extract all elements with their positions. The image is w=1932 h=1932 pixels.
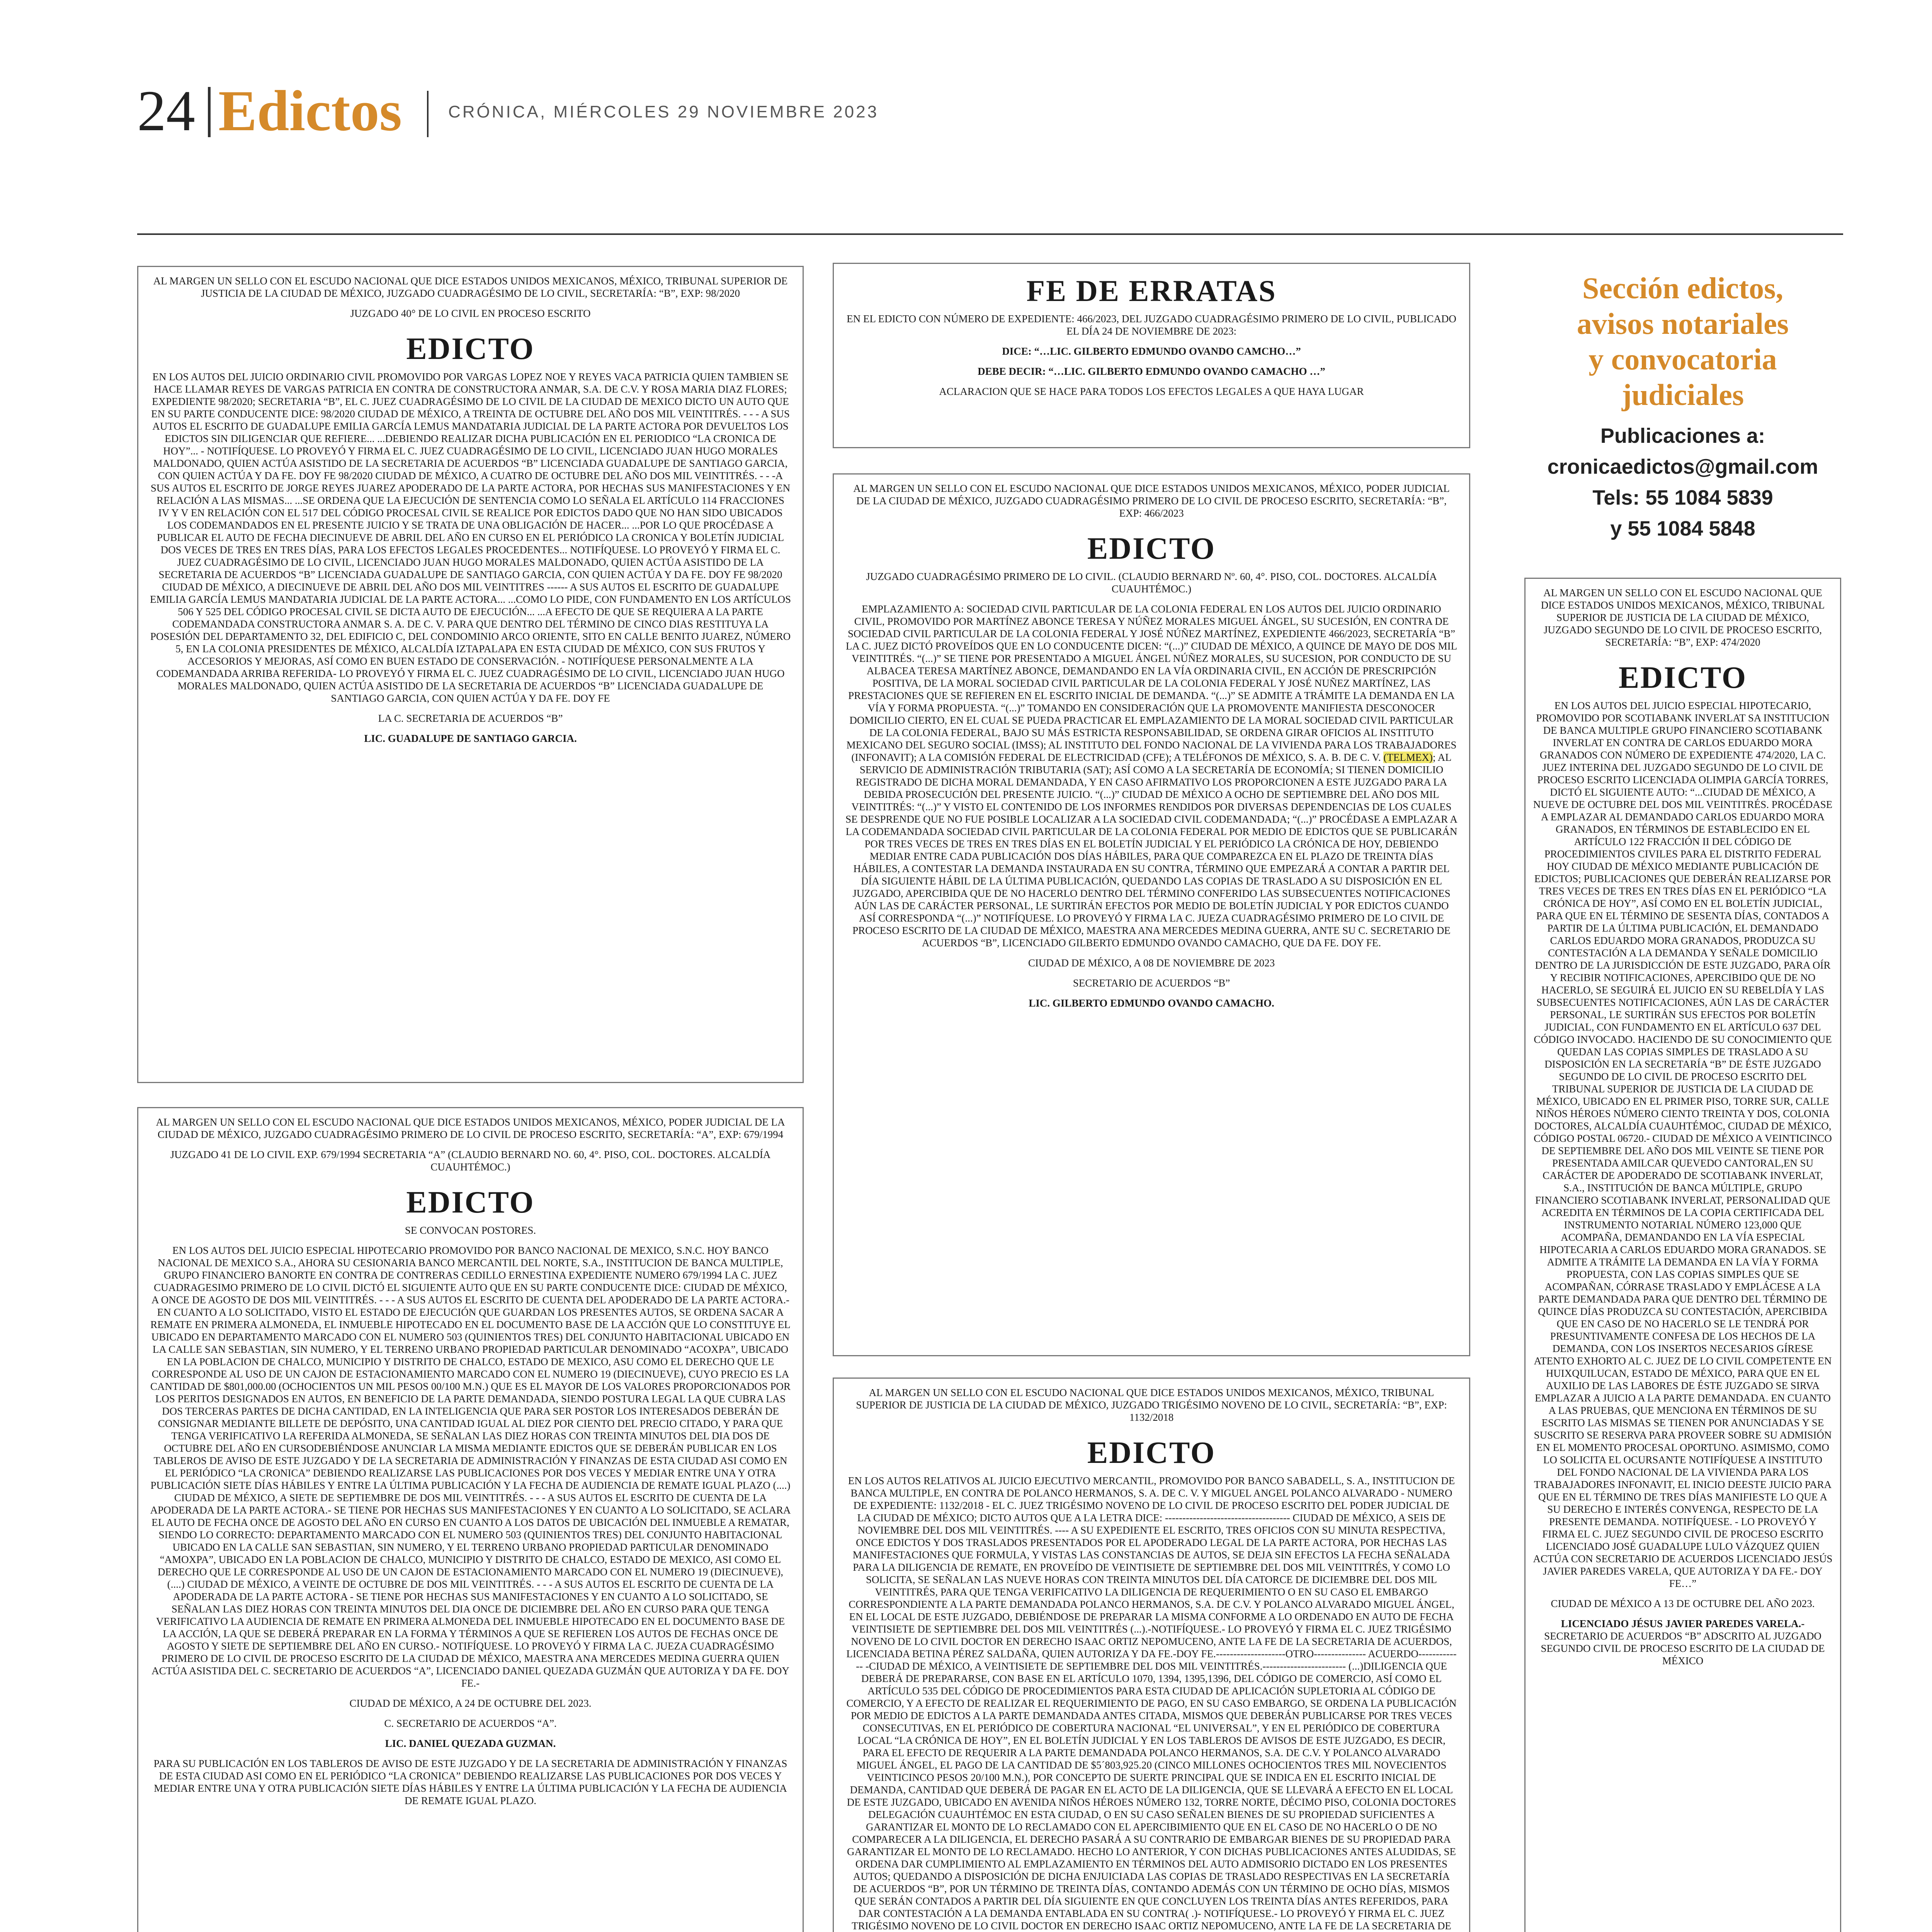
erratas-intro: EN EL EDICTO CON NÚMERO DE EXPEDIENTE: 466/2023, DEL JUZGADO CUADRAGÉSIMO PRIMERO DE LO CIVIL, PUBLICADO EL DÍA 24 DE NOVIEMBRE DE 2023: (847, 313, 1456, 337)
edict-date: CIUDAD DE MÉXICO, A 08 DE NOVIEMBRE DE 2023 (1028, 957, 1275, 969)
header-divider (427, 91, 429, 137)
edict-subtitle: SE CONVOCAN POSTORES. (405, 1225, 536, 1236)
promo-heading-line: y convocatoria (1588, 342, 1777, 376)
fe-de-erratas (833, 263, 1470, 448)
date-line: CRÓNICA, MIÉRCOLES 29 NOVIEMBRE 2023 (448, 102, 879, 121)
promo-heading-line: judiciales (1621, 378, 1744, 412)
edict-679-1994 (137, 1107, 804, 1932)
edict-intro: AL MARGEN UN SELLO CON EL ESCUDO NACIONAL QUE DICE ESTADOS UNIDOS MEXICANOS, MÉXICO, PODER JUDICIAL DE LA CIUDAD DE MÉXICO, JUZGADO CUADRAGÉSIMO PRIMERO DE LO CIVIL DE PROCESO ESCRITO, SECRETARÍA: “A”, EXP: 679/1994 (156, 1116, 785, 1140)
edict-signature: LIC. GUADALUPE DE SANTIAGO GARCIA. (364, 733, 577, 744)
edict-signature: LIC. GILBERTO EDMUNDO OVANDO CAMACHO. (1029, 997, 1274, 1009)
promo-publish-label: Publicaciones a: (1600, 424, 1765, 447)
edict-signature: LICENCIADO JÉSUS JAVIER PAREDES VARELA.- (1561, 1618, 1805, 1629)
edict-court: JUZGADO 40° DE LO CIVIL EN PROCESO ESCRITO (350, 308, 591, 319)
edict-court: JUZGADO CUADRAGÉSIMO PRIMERO DE LO CIVIL. (CLAUDIO BERNARD Nº. 60, 4°. PISO, COL. DOCTORES. ALCALDÍA CUAUHTÉMOC.) (866, 571, 1437, 595)
edict-body: EN LOS AUTOS DEL JUICIO ESPECIAL HIPOTECARIO, PROMOVIDO POR SCOTIABANK INVERLAT SA INSTITUCION DE BANCA MULTIPLE GRUPO FINANCIERO SCOTIABANK INVERLAT EN CONTRA DE CARLOS EDUARDO MORA GRANADOS CON NÚMERO DE EXPEDIENTE 474/2020, LA C. JUEZ INTERINA DEL JUZGADO SEGUNDO DE LO CIVIL DE PROCESO ESCRITO LICENCIADA OLIMPIA GARCÍA TORRES, DICTÓ EL SIGUIENTE AUTO: “...CIUDAD DE MÉXICO, A NUEVE DE OCTUBRE DEL DOS MIL VEINTITRÉS. PROCÉDASE A EMPLAZAR AL DEMANDADO CARLOS EDUARDO MORA GRANADOS, EN TÉRMINOS DE ESTABLECIDO EN EL ARTÍCULO 122 FRACCIÓN II DEL CÓDIGO DE PROCEDIMIENTOS CIVILES PARA EL DISTRITO FEDERAL HOY CIUDAD DE MÉXICO MEDIANTE PUBLICACIÓN DE EDICTOS; PUBLICACIONES QUE DEBERÁN REALIZARSE POR TRES VECES DE TRES EN TRES DÍAS EN EL PERIÓDICO “LA CRÓNICA DE HOY”, ASÍ COMO EN EL BOLETÍN JUDICIAL, PARA QUE EN EL TÉRMINO DE SESENTA DÍAS, CONTADOS A PARTIR DE LA ÚLTIMA PUBLICACIÓN, EL DEMANDADO CARLOS EDUARDO MORA GRANADOS, PRODUZCA SU CONTESTACIÓN A LA DEMANDA Y SEÑALE DOMICILIO DENTRO DE LA JURISDICCIÓN DE ESTE JUZGADO, PARA OÍR Y RECIBIR NOTIFICACIONES, APERCIBIDO QUE DE NO HACERLO, SE SEGUIRÁ EL JUICIO EN SU REBELDÍA Y LAS SUBSECUENTES NOTIFICACIONES, AÚN LAS DE CARÁCTER PERSONAL, LE SURTIRÁN SUS EFECTOS POR BOLETÍN JUDICIAL, CON FUNDAMENTO EN EL ARTÍCULO 637 DEL CÓDIGO INVOCADO. HACIENDO DE SU CONOCIMIENTO QUE QUEDAN LAS COPIAS SIMPLES DE TRASLADO A SU DISPOSICIÓN EN LA SECRETARÍA “B” DE ÉSTE JUZGADO SEGUNDO DE LO CIVIL DE PROCESO ESCRITO DEL TRIBUNAL SUPERIOR DE JUSTICIA DE LA CIUDAD DE MÉXICO, UBICADO EN EL PRIMER PISO, TORRE SUR, CALLE NIÑOS HÉROES NÚMERO CIENTO TREINTA Y DOS, COLONIA DOCTORES, ALCALDÍA CUAUHTÉMOC, CIUDAD DE MÉXICO, CÓDIGO POSTAL 06720.- CIUDAD DE MÉXICO A VEINTICINCO DE SEPTIEMBRE DEL AÑO DOS MIL VEINTE SE TIENE POR PRESENTADA AMILCAR QUEVEDO CANTORAL,EN SU CARÁCTER DE APODERADO DE SCOTIABANK INVERLAT, S.A., INSTITUCIÓN DE BANCA MÚLTIPLE, GRUPO FINANCIERO SCOTIABANK INVERLAT, PERSONALIDAD QUE ACREDITA EN TÉRMINOS DE LA COPIA CERTIFICADA DEL INSTRUMENTO NOTARIAL NÚMERO 123,000 QUE ACOMPAÑA, DEMANDANDO EN LA VÍA ESPECIAL HIPOTECARIA A CARLOS EDUARDO MORA GRANADOS. SE ADMITE A TRÁMITE LA DEMANDA EN LA VÍA Y FORMA PROPUESTA, CON LAS COPIAS SIMPLES QUE SE ACOMPAÑAN, CÓRRASE TRASLADO Y EMPLÁCESE A LA PARTE DEMANDADA PARA QUE DENTRO DEL TÉRMINO DE QUINCE DÍAS PRODUZCA SU CONTESTACIÓN, APERCIBIDA QUE EN CASO DE NO HACERLO SE LE TENDRÁ POR PRESUNTIVAMENTE CONFESA DE LOS HECHOS DE LA DEMANDA, CON LOS INSERTOS NECESARIOS GÍRESE ATENTO EXHORTO AL C. JUEZ DE LO CIVIL COMPETENTE EN HUIXQUILUCAN, ESTADO DE MÉXICO, PARA QUE EN EL AUXILIO DE LAS LABORES DE ÉSTE JUZGADO SE SIRVA EMPLAZAR A JUICIO A LA PARTE DEMANDADA. EN CUANTO A LAS PRUEBAS, QUE MENCIONA EN TÉRMINOS DE SU ESCRITO LAS MISMAS SE TIENEN POR ANUNCIADAS Y SE SUSCRITO SE RESERVA PARA PROVEER SOBRE SU ADMISIÓN EN EL MOMENTO PROCESAL OPORTUNO. ASIMISMO, COMO LO SOLICITA EL OCURSANTE NOTIFÍQUESE A INSTITUTO DEL FONDO NACIONAL DE LA VIVIENDA PARA LOS TRABAJADORES INFONAVIT, EL INICIO DEESTE JUICIO PARA QUE EN EL TÉRMINO DE TRES DÍAS MANIFIESTE LO QUE A SU DERECHO E INTERÉS CONVENGA, RESPECTO DE LA PRESENTE DEMANDA. NOTIFÍQUESE. - LO PROVEYÓ Y FIRMA EL C. JUEZ SEGUNDO CIVIL DE PROCESO ESCRITO LICENCIADO JOSÉ GUADALUPE LULO VÁZQUEZ QUIEN ACTÚA CON SECRETARIO DE ACUERDOS LICENCIADO JESÚS JAVIER PAREDES VARELA, QUE AUTORIZA Y DA FE.- DOY FE…” (1533, 700, 1833, 1589)
edict-body: EN LOS AUTOS DEL JUICIO ORDINARIO CIVIL PROMOVIDO POR VARGAS LOPEZ NOE Y REYES VACA PATRICIA QUIEN TAMBIEN SE HACE LLAMAR REYES DE VARGAS PATRICIA EN CONTRA DE CONSTRUCTORA ANMAR, S.A. DE C.V. Y ROSA MARIA DIAZ FLORES; EXPEDIENTE 98/2020; SECRETARIA “B”, EL C. JUEZ CUADRAGÉSIMO DE LO CIVIL DE LA CIUDAD DE MEXICO DICTO UN AUTO QUE EN SU PARTE CONDUCENTE DICE: 98/2020 CIUDAD DE MÉXICO, A TREINTA DE OCTUBRE DEL AÑO DOS MIL VEINTITRÉS. - - - A SUS AUTOS EL ESCRITO DE GUADALUPE EMILIA GARCÍA LEMUS MANDATARIA JUDICIAL DE LA PARTE ACTORA POR DEVUELTOS LOS EDICTOS SIN DILIGENCIAR QUE REFIERE... ...DEBIENDO REALIZAR DICHA PUBLICACIÓN EN EL PERIODICO “LA CRONICA DE HOY”... - NOTIFÍQUESE. LO PROVEYÓ Y FIRMA EL C. JUEZ CUADRAGÉSIMO DE LO CIVIL, LICENCIADO JUAN HUGO MORALES MALDONADO, QUIEN ACTÚA ASISTIDO DE LA SECRETARIA DE ACUERDOS “B” LICENCIADA GUADALUPE DE SANTIAGO GARCIA, CON QUIEN ACTÚA Y DA FE. DOY FE 98/2020 CIUDAD DE MÉXICO, A CUATRO DE OCTUBRE DEL AÑO DOS MIL VEINTITRÉS. - - -A SUS AUTOS EL ESCRITO DE JORGE REYES JUAREZ APODERADO DE LA PARTE ACTORA, POR HECHAS SUS MANIFESTACIONES Y EN RELACIÓN A LAS MISMAS... ...SE ORDENA QUE LA EJECUCIÓN DE SENTENCIA COMO LO SEÑALA EL ARTÍCULO 114 FRACCIONES IV Y V EN RELACIÓN CON EL 517 DEL CÓDIGO PROCESAL CIVIL SE REALICE POR EDICTOS DADO QUE NO HAN SIDO UBICADOS LOS CODEMANDADOS EN EL PRESENTE JUICIO Y SE TRATA DE UNA OBLIGACIÓN DE HACER... ...POR LO QUE PROCÉDASE A PUBLICAR EL AUTO DE FECHA DIECINUEVE DE ABRIL DEL AÑO EN CURSO EN EL PERIÓDICO LA CRONICA Y BOLETÍN JUDICIAL DOS VECES DE TRES EN TRES DÍAS, PARA LOS EFECTOS LEGALES PROCEDENTES... NOTIFÍQUESE. LO PROVEYÓ Y FIRMA EL C. JUEZ CUADRAGÉSIMO DE LO CIVIL, LICENCIADO JUAN HUGO MORALES MALDONADO, QUIEN ACTÚA ASISTIDO DE LA SECRETARIA DE ACUERDOS “B” LICENCIADA GUADALUPE DE SANTIAGO GARCIA, CON QUIEN ACTÚA Y DA FE. DOY FE 98/2020 CIUDAD DE MÉXICO, A DIECINUEVE DE ABRIL DEL AÑO DOS MIL VEINTITRES ------ A SUS AUTOS EL ESCRITO DE GUADALUPE EMILIA GARCÍA LEMUS MANDATARIA JUDICIAL DE LA PARTE ACTORA... ...COMO LO PIDE, CON FUNDAMENTO EN LOS ARTÍCULOS 506 Y 525 DEL CÓDIGO PROCESAL CIVIL SE DICTA AUTO DE EJECUCIÓN... ...A EFECTO DE QUE SE REQUIERA A LA PARTE CODEMANDADA CONSTRUCTORA ANMAR S. A. DE C. V. PARA QUE DENTRO DEL TÉRMINO DE CINCO DIAS RESTITUYA LA POSESIÓN DEL DEPARTAMENTO 32, DEL EDIFICIO C, DEL CONDOMINIO ARCO ORIENTE, SITO EN CALLE BENITO JUAREZ, NÚMERO 5, EN LA COLONIA PRESIDENTES DE MÉXICO, ALCALDÍA IZTAPALAPA EN ESTA CIUDAD DE MÉXICO, CON SUS FRUTOS Y ACCESORIOS Y MEJORAS, ASÍ COMO EN BUEN ESTADO DE CONSERVACIÓN. - NOTIFÍQUESE PERSONALMENTE A LA CODEMANDADA ARRIBA REFERIDA- LO PROVEYÓ Y FIRMA EL C. JUEZ CUADRAGÉSIMO DE LO CIVIL, LICENCIADO JUAN HUGO MORALES MALDONADO, QUIEN ACTÚA ASISTIDO DE LA SECRETARIA DE ACUERDOS “B” LICENCIADA GUADALUPE DE SANTIAGO GARCIA, CON QUIEN ACTÚA Y DA FE. DOY FE (150, 371, 791, 704)
edict-body (845, 603, 1458, 949)
edict-secretary-label: C. SECRETARIO DE ACUERDOS “A”. (384, 1718, 557, 1729)
edict-body-part-2: ; AL SERVICIO DE ADMINISTRACIÓN TRIBUTARIA (SAT); ASÍ COMO A LA SECRETARÍA DE ECONOMÍA; SI TIENEN DOMICILIO REGISTRADO DE DICHA MORAL DEMANDADA, Y EN CASO AFIRMATIVO LOS PROPORCIONEN A ESTE JUZGADO PARA LA DEBIDA PROSECUCIÓN DEL PRESENTE JUICIO. “(...)” CIUDAD DE MÉXICO A OCHO DE SEPTIEMBRE DEL AÑO DOS MIL VEINTITRÉS: “(...)” Y VISTO EL CONTENIDO DE LOS INFORMES RENDIDOS POR DIVERSAS DEPENDENCIAS DE LOS CUALES SE DESPRENDE QUE NO FUE POSIBLE LOCALIZAR A LA SOCIEDAD CIVIL CODEMANDADA; “(...)” PROCÉDASE A EMPLAZAR A LA CODEMANDADA SOCIEDAD CIVIL PARTICULAR DE LA COLONIA FEDERAL POR MEDIO DE EDICTOS QUE SE PUBLICARÁN POR TRES VECES DE TRES EN TRES DÍAS EN EL BOLETÍN JUDICIAL Y EL PERIÓDICO LA CRÓNICA DE HOY, DEBIENDO MEDIAR ENTRE CADA PUBLICACIÓN DOS DÍAS HÁBILES, PARA QUE COMPAREZCA EN EL PLAZO DE TREINTA DÍAS HÁBILES, A CONTESTAR LA DEMANDA INSTAURADA EN SU CONTRA, TÉRMINO QUE EMPEZARÁ A CONTAR A PARTIR DEL DÍA SIGUIENTE HÁBIL DE LA ÚLTIMA PUBLICACIÓN, QUEDANDO LAS COPIAS DE TRASLADO A SU DISPOSICIÓN EN EL JUZGADO, APERCIBIDA QUE DE NO HACERLO DENTRO DEL TÉRMINO CONFERIDO LAS SUBSECUENTES NOTIFICACIONES AÚN LAS DE CARÁCTER PERSONAL, LE SURTIRÁN EFECTOS POR MEDIO DE BOLETÍN JUDICIAL Y POR EDICTOS CUANDO ASÍ CORRESPONDA “(...)” NOTIFÍQUESE. LO PROVEYÓ Y FIRMA LA C. JUEZA CUADRAGÉSIMO PRIMERO DE LO CIVIL DE PROCESO ESCRITO DE LA CIUDAD DE MÉXICO, MAESTRA ANA MERCEDES MEDINA GUERRA, ANTE SU C. SECRETARIO DE ACUERDOS “B”, LICENCIADO GILBERTO EDMUNDO OVANDO CAMACHO, QUE DA FE. DOY FE. (845, 752, 1458, 949)
erratas-closing: ACLARACION QUE SE HACE PARA TODOS LOS EFECTOS LEGALES A QUE HAYA LUGAR (939, 386, 1364, 397)
section-title: Edictos (218, 79, 402, 143)
edict-intro: AL MARGEN UN SELLO CON EL ESCUDO NACIONAL QUE DICE ESTADOS UNIDOS MEXICANOS, MÉXICO, TRIBUNAL SUPERIOR DE JUSTICIA DE LA CIUDAD DE MÉXICO, JUZGADO SEGUNDO DE LO CIVIL DE PROCESO ESCRITO, SECRETARÍA: “B”, EXP: 474/2020 (1541, 587, 1825, 648)
edict-date: CIUDAD DE MÉXICO, A 24 DE OCTUBRE DEL 2023. (349, 1697, 592, 1709)
edict-1132-2018 (833, 1378, 1470, 1932)
edict-court: JUZGADO 41 DE LO CIVIL EXP. 679/1994 SECRETARIA “A” (CLAUDIO BERNARD NO. 60, 4°. PISO, COL. DOCTORES. ALCALDÍA CUAUHTÉMOC.) (170, 1149, 771, 1173)
highlighted-text: (TELMEX) (1383, 752, 1433, 763)
edict-98-2020 (137, 266, 804, 1083)
erratas-title: FE DE ERRATAS (1026, 274, 1277, 308)
promo-phone: y 55 1084 5848 (1610, 517, 1755, 540)
edict-body-part-1: EMPLAZAMIENTO A: SOCIEDAD CIVIL PARTICULAR DE LA COLONIA FEDERAL EN LOS AUTOS DEL JUICIO ORDINARIO CIVIL, PROMOVIDO POR MARTÍNEZ ABONCE TERESA Y NÚÑEZ MORALES MIGUEL ÁNGEL, SU SUCESIÓN, EN CONTRA DE SOCIEDAD CIVIL PARTICULAR DE LA COLONIA FEDERAL Y JOSÉ NÚÑEZ MARTÍNEZ, EXPEDIENTE 466/2023, SECRETARÍA “B” LA C. JUEZ DICTÓ PROVEÍDOS QUE EN LO CONDUCENTE DICEN: “(...)” CIUDAD DE MÉXICO, A QUINCE DE MAYO DE DOS MIL VEINTITRÉS. “(...)” SE TIENE POR PRESENTADO A MIGUEL ÁNGEL NÚÑEZ MORALES, SU SUCESION, POR CONDUCTO DE SU ALBACEA TERESA MARTÍNEZ ABONCE, DEMANDANDO EN LA VÍA ORDINARIA CIVIL, EN ACCIÓN DE PRESCRIPCIÓN POSITIVA, DE LA MORAL SOCIEDAD CIVIL PARTICULAR DE LA COLONIA FEDERAL Y JOSÉ NUÑEZ MARTÍNEZ, LAS PRESTACIONES QUE SE REFIEREN EN EL ESCRITO INICIAL DE DEMANDA. “(...)” SE ADMITE A TRÁMITE LA DEMANDA EN LA VÍA Y FORMA PROPUESTA. “(...)” TOMANDO EN CONSIDERACIÓN QUE LA PROMOVENTE MANIFIESTA DESCONOCER DOMICILIO CIERTO, EN EL CUAL SE PUEDA PRACTICAR EL EMPLAZAMIENTO DE LA MORAL SOCIEDAD CIVIL PARTICULAR DE LA COLONIA FEDERAL, BAJO SU MÁS ESTRICTA RESPONSABILIDAD, SE ORDENA GIRAR OFICIOS AL INSTITUTO MEXICANO DEL SEGURO SOCIAL (IMSS); AL INSTITUTO DEL FONDO NACIONAL DE LA VIVIENDA PARA LOS TRABAJADORES (INFONAVIT); A LA COMISIÓN FEDERAL DE ELECTRICIDAD (CFE); A TELÉFONOS DE MÉXICO, S. A. B. DE C. V. (845, 603, 1458, 763)
edict-secretary-label: SECRETARIO DE ACUERDOS “B” ADSCRITO AL JUZGADO SEGUNDO CIVIL DE PROCESO ESCRITO DE LA CIUDAD DE MÉXICO (1541, 1630, 1825, 1667)
promo-email: cronicaedictos@gmail.com (1547, 455, 1818, 478)
header-rule (137, 233, 1843, 235)
edict-title: EDICTO (1618, 661, 1747, 695)
edict-body: EN LOS AUTOS RELATIVOS AL JUICIO EJECUTIVO MERCANTIL, PROMOVIDO POR BANCO SABADELL, S. A., INSTITUCION DE BANCA MULTIPLE, EN CONTRA DE POLANCO HERMANOS, S. A. DE C. V. Y MIGUEL ANGEL POLANCO ALVARADO - NUMERO DE EXPEDIENTE: 1132/2018 - EL C. JUEZ TRIGÉSIMO NOVENO DE LO CIVIL DE PROCESO ESCRITO DEL PODER JUDICIAL DE LA CIUDAD DE MÉXICO; DICTO AUTOS QUE A LA LETRA DICE: ------------------------------------ CIUDAD DE MÉXICO, A SEIS DE NOVIEMBRE DEL DOS MIL VEINTITRÉS. ---- A SU EXPEDIENTE EL ESCRITO, TRES OFICIOS CON SU MINUTA RESPECTIVA, ONCE EDICTOS Y DOS TRASLADOS PRESENTADOS POR EL APODERADO LEGAL DE LA PARTE ACTORA, POR HECHAS LAS MANIFESTACIONES QUE FORMULA, Y VISTAS LAS CONSTANCIAS DE AUTOS, SE DEJA SIN EFECTOS LA FECHA SEÑALADA PARA LA DILIGENCIA DE REMATE, EN PROVEÍDO DE VEINTISIETE DE SEPTIEMBRE DEL DOS MIL VEINTITRÉS, Y COMO LO SOLICITA, SE SEÑALAN LAS NUEVE HORAS CON TREINTA MINUTOS DEL DÍA CATORCE DE DICIEMBRE DEL DOS MIL VEINTITRÉS, PARA QUE TENGA VERIFICATIVO LA DILIGENCIA DE REQUERIMIENTO O EN SU CASO EL EMBARGO CORRESPONDIENTE A LA PARTE DEMANDADA POLANCO HERMANOS, S.A. DE C.V. Y POLANCO ALVARADO MIGUEL ÁNGEL, EN EL LOCAL DE ESTE JUZGADO, DEBIÉNDOSE DE PREPARAR LA MISMA CONFORME A LO ORDENADO EN AUTO DE FECHA VEINTISIETE DE SEPTIEMBRE DEL DOS MIL VEINTITRÉS (...).-NOTIFÍQUESE.- LO PROVEYÓ Y FIRMA EL C. JUEZ TRIGÉSIMO NOVENO DE LO CIVIL DOCTOR EN DERECHO ISAAC ORTIZ NEPOMUCENO, ANTE LA FE DE LA SECRETARIA DE ACUERDOS, LICENCIADA BETINA PÉREZ SALDAÑA, QUIEN AUTORIZA Y DA FE.-DOY FE.--------------------OTRO--------------- ACUERDO------------- -CIUDAD DE MÉXICO, A VEINTISIETE DE SEPTIEMBRE DEL DOS MIL VEINTITRÉS.------------------------ (...)DILIGENCIA QUE DEBERÁ DE PREPARARSE, CON BASE EN EL ARTÍCULO 1070, 1394, 1395,1396, DEL CÓDIGO DE COMERCIO, ASÍ COMO EL ARTÍCULO 535 DEL CÓDIGO DE PROCEDIMIENTOS PARA ESTA CIUDAD DE APLICACIÓN SUPLETORIA AL CÓDIGO DE COMERCIO, Y A EFECTO DE REALIZAR EL REQUERIMIENTO DE PAGO, EN SU CASO EMBARGO, SE ORDENA LA PUBLICACIÓN POR MEDIO DE EDICTOS A LA PARTE DEMANDADA ANTES CITADA, MISMOS QUE DEBERÁN PUBLICARSE POR TRES VECES CONSECUTIVAS, EN EL PERIÓDICO DE COBERTURA NACIONAL “EL UNIVERSAL”, Y EN EL PERIÓDICO DE COBERTURA LOCAL “LA CRÓNICA DE HOY”, EN EL BOLETÍN JUDICIAL Y EN LOS TABLEROS DE AVISOS DE ESTE JUZGADO, ES DECIR, PARA EL EFECTO DE REQUERIR A LA PARTE DEMANDADA POLANCO HERMANOS, S.A. DE C.V. Y POLANCO ALVARADO MIGUEL ÁNGEL, EL PAGO DE LA CANTIDAD DE $5´803,925.20 (CINCO MILLONES OCHOCIENTOS TRES MIL NOVECIENTOS VEINTICINCO PESOS 20/100 M.N.), POR CONCEPTO DE SUERTE PRINCIPAL QUE SE INDICA EN EL ESCRITO INICIAL DE DEMANDA, CANTIDAD QUE DEBERÁ DE PAGAR EN EL ACTO DE LA DILIGENCIA, QUE SE LLEVARÁ A EFECTO EN EL LOCAL DE ESTE JUZGADO, UBICADO EN AVENIDA NIÑOS HÉROES NÚMERO 132, TORRE NORTE, DÉCIMO PISO, COLONIA DOCTORES DELEGACIÓN CUAUHTÉMOC EN ESTA CIUDAD, O EN SU CASO SEÑALEN BIENES DE SU PROPIEDAD SUFICIENTES A GARANTIZAR EL MONTO DE LO RECLAMADO CON EL APERCIBIMIENTO QUE EN EL CASO DE NO HACERLO O DE NO COMPARECER A LA DILIGENCIA, EL DERECHO PASARÁ A SU CONTRARIO DE EMBARGAR BIENES DE SU PROPIEDAD PARA GARANTIZAR EL MONTO DE LO RECLAMADO. HECHO LO ANTERIOR, Y CON DICHAS PUBLICACIONES ANTES ALUDIDAS, SE ORDENA DAR CUMPLIMIENTO AL EMPLAZAMIENTO EN TÉRMINOS DEL AUTO ADMISORIO DICTADO EN LOS PRESENTES AUTOS; QUEDANDO A DISPOSICIÓN DE DICHA ENJUICIADA LAS COPIAS DE TRASLADO RESPECTIVAS EN LA SECRETARÍA DE ACUERDOS “B”, POR UN TÉRMINO DE TREINTA DÍAS, CONTANDO ADEMÁS CON UN TÉRMINO DE OCHO DÍAS, MISMOS QUE SERÁN CONTADOS A PARTIR DEL DÍA SIGUIENTE EN QUE CONCLUYEN LOS TREINTA DÍAS ANTES REFERIDOS, PARA DAR CONTESTACIÓN A LA DEMANDA ENTABLADA EN SU CONTRA( .)- NOTIFÍQUESE.- LO PROVEYÓ Y FIRMA EL C. JUEZ TRIGÉSIMO NOVENO DE LO CIVIL DOCTOR EN DERECHO ISAAC ORTIZ NEPOMUCENO, ANTE LA FE DE LA SECRETARIA DE (846, 1475, 1457, 1932)
edict-date: CIUDAD DE MÉXICO A 13 DE OCTUBRE DEL AÑO 2023. (1551, 1598, 1815, 1609)
edict-secretary-label: LA C. SECRETARIA DE ACUERDOS “B” (378, 713, 563, 724)
edict-title: EDICTO (1087, 1436, 1216, 1470)
edict-footer: PARA SU PUBLICACIÓN EN LOS TABLEROS DE AVISO DE ESTE JUZGADO Y DE LA SECRETARIA DE ADMINISTRACIÓN Y FINANZAS DE ESTA CIUDAD ASI COMO EN EL PERIÓDICO “LA CRONICA” DEBIENDO REALIZARSE LAS PUBLICACIONES POR DOS VECES Y MEDIAR ENTRE UNA Y OTRA PUBLICACIÓN SIETE DÍAS HÁBILES Y ENTRE LA ÚLTIMA PUBLICACIÓN Y LA FECHA DE AUDIENCIA DE REMATE IGUAL PLAZO. (153, 1758, 787, 1806)
edict-466-2023 (833, 473, 1470, 1356)
edict-intro: AL MARGEN UN SELLO CON EL ESCUDO NACIONAL QUE DICE ESTADOS UNIDOS MEXICANOS, MÉXICO, TRIBUNAL SUPERIOR DE JUSTICIA DE LA CIUDAD DE MÉXICO, JUZGADO CUADRAGÉSIMO DE LO CIVIL, SECRETARÍA: “B”, EXP: 98/2020 (153, 275, 788, 299)
promo-heading-line: avisos notariales (1577, 307, 1789, 340)
edict-secretary-label: SECRETARIO DE ACUERDOS “B” (1073, 977, 1230, 989)
edict-title: EDICTO (406, 1185, 535, 1219)
erratas-dice: DICE: “…LIC. GILBERTO EDMUNDO OVANDO CAMCHO…” (1002, 345, 1301, 357)
edict-title: EDICTO (406, 332, 535, 366)
promo-block (1524, 270, 1841, 544)
page-number: 24 (137, 79, 195, 143)
edict-body: EN LOS AUTOS DEL JUICIO ESPECIAL HIPOTECARIO PROMOVIDO POR BANCO NACIONAL DE MEXICO, S.N.C. HOY BANCO NACIONAL DE MEXICO S.A., AHORA SU CESIONARIA BANCO MERCANTIL DEL NORTE, S.A., INSTITUCION DE BANCA MULTIPLE, GRUPO FINANCIERO BANORTE EN CONTRA DE CONTRERAS CEDILLO ERNESTINA EXPEDIENTE NUMERO 679/1994 LA C. JUEZ CUADRAGESIMO PRIMERO DE LO CIVIL DICTÓ EL SIGUIENTE AUTO QUE EN SU PARTE CONDUCENTE DICE: CIUDAD DE MÉXICO, A ONCE DE AGOSTO DE DOS MIL VEINTITRÉS. - - - A SUS AUTOS EL ESCRITO DE CUENTA DEL APODERADO DE LA PARTE ACTORA.- EN CUANTO A LO SOLICITADO, VISTO EL ESTADO DE EJECUCIÓN QUE GUARDAN LOS PRESENTES AUTOS, SE ORDENA SACAR A REMATE EN PRIMERA ALMONEDA, EL INMUEBLE HIPOTECADO EN EL DOCUMENTO BASE DE LA ACCIÓN QUE LO CONSTITUYE EL UBICADO EN DEPARTAMENTO MARCADO CON EL NUMERO 503 (QUINIENTOS TRES) DEL CONJUNTO HABITACIONAL UBICADO EN LA CALLE SAN SEBASTIAN, SIN NUMERO, Y EL TERRENO URBANO PROPIEDAD PARTICULAR DENOMINADO “ACOXPA”, UBICADO EN LA POBLACION DE CHALCO, MUNICIPIO Y DISTRITO DE CHALCO, ESTADO DE MEXICO, ASU COMO EL DERECHO QUE LE CORRESPONDE AL USO DE UN CAJON DE ESTACIONAMIENTO MARCADO CON EL NUMERO 19 (DIECINUEVE), CUYO PRECIO ES LA CANTIDAD DE $801,000.00 (OCHOCIENTOS UN MIL PESOS 00/100 M.N.) QUE ES EL MAYOR DE LOS VALORES PROPORCIONADOS POR LOS PERITOS DESIGNADOS EN AUTOS, EN BENEFICIO DE LA PARTE DEMANDADA, SIENDO POSTURA LEGAL LA QUE CUBRA LAS DOS TERCERAS PARTES DE DICHA CANTIDAD, EN LA INTELIGENCIA QUE PARA SER POSTOR LOS INTERESADOS DEBERÁN DE CONSIGNAR MEDIANTE BILLETE DE DEPÓSITO, UNA CANTIDAD IGUAL AL DIEZ POR CIENTO DEL PRECIO CITADO, Y PARA QUE TENGA VERIFICATIVO LA REFERIDA ALMONEDA, SE SEÑALAN LAS DIEZ HORAS CON TREINTA MINUTOS DEL DIA DOS DE OCTUBRE DEL AÑO EN CURSODEBIÉNDOSE ANUNCIAR LA MISMA MEDIANTE EDICTOS QUE SE DEBERÁN PUBLICAR EN LOS TABLEROS DE AVISO DE ESTE JUZGADO Y DE LA SECRETARIA DE ADMINISTRACIÓN Y FINANZAS DE ESTA CIUDAD ASI COMO EN EL PERIÓDICO “LA CRONICA” DEBIENDO REALIZARSE LAS PUBLICACIONES POR DOS VECES Y MEDIAR ENTRE UNA Y OTRA PUBLICACIÓN SIETE DÍAS HÁBILES Y ENTRE LA ÚLTIMA PUBLICACIÓN Y LA FECHA DE AUDIENCIA DE REMATE IGUAL PLAZO (....) CIUDAD DE MÉXICO, A SIETE DE SEPTIEMBRE DE DOS MIL VEINTITRÉS. - - - A SUS AUTOS EL ESCRITO DE CUENTA DE LA APODERADA DE LA PARTE ACTORA.- SE TIENE POR HECHAS SUS MANIFESTACIONES Y EN CUANTO A LO SOLICITADO, SE ACLARA EL AUTO DE FECHA ONCE DE AGOSTO DEL AÑO EN CURSO EN CUANTO A LOS DATOS DE UBICACIÓN DEL INMUEBLE A REMATAR, SIENDO LO CORRECTO: DEPARTAMENTO MARCADO CON EL NUMERO 503 (QUINIENTOS TRES) DEL CONJUNTO HABITACIONAL UBICADO EN LA CALLE SAN SEBASTIAN, SIN NUMERO, Y EL TERRENO URBANO PROPIEDAD PARTICULAR DENOMINADO “AMOXPA”, UBICADO EN LA POBLACION DE CHALCO, MUNICIPIO Y DISTRITO DE CHALCO, ESTADO DE MEXICO, ASI COMO EL DERECHO QUE LE CORRESPONDE AL USO DE UN CAJON DE ESTACIONAMIENTO MARCADO CON EL NUMERO 19 (DIECINUEVE), (....) CIUDAD DE MÉXICO, A VEINTE DE OCTUBRE DE DOS MIL VEINTITRÉS. - - - A SUS AUTOS EL ESCRITO DE CUENTA DE LA APODERADA DE LA PARTE ACTORA - SE TIENE POR HECHAS SUS MANIFESTACIONES Y EN CUANTO A LO SOLICITADO, SE SEÑALAN LAS DIEZ HORAS CON TREINTA MINUTOS DEL DIA ONCE DE DICIEMBRE DEL AÑO EN CURSO PARA QUE TENGA VERIFICATIVO LA AUDIENCIA DE REMATE EN PRIMERA ALMONEDA DEL INMUEBLE HIPOTECADO EN EL DOCUMENTO BASE DE LA ACCIÓN, LA QUE SE DEBERÁ PREPARAR EN LA FORMA Y TÉRMINOS A QUE SE REFIEREN LOS AUTOS DE FECHAS ONCE DE AGOSTO Y SIETE DE SEPTIEMBRE DEL AÑO EN CURSO.- NOTIFÍQUESE. LO PROVEYÓ Y FIRMA LA C. JUEZA CUADRAGÉSIMO PRIMERO DE LO CIVIL DE PROCESO ESCRITO DE LA CIUDAD DE MÉXICO, MAESTRA ANA MERCEDES MEDINA GUERRA QUIEN ACTÚA ASISTIDA DEL C. SECRETARIO DE ACUERDOS “A”, LICENCIADO DANIEL QUEZADA GUZMÁN QUE AUTORIZA Y DA FE. DOY FE.- (150, 1245, 791, 1689)
edict-intro: AL MARGEN UN SELLO CON EL ESCUDO NACIONAL QUE DICE ESTADOS UNIDOS MEXICANOS, MÉXICO, PODER JUDICIAL DE LA CIUDAD DE MÉXICO, JUZGADO CUADRAGÉSIMO PRIMERO DE LO CIVIL DE PROCESO ESCRITO, SECRETARÍA: “B”, EXP: 466/2023 (853, 483, 1450, 519)
erratas-debe-decir: DEBE DECIR: “…LIC. GILBERTO EDMUNDO OVANDO CAMACHO …” (978, 366, 1325, 377)
edict-title: EDICTO (1087, 532, 1216, 566)
promo-phone: Tels: 55 1084 5839 (1592, 486, 1773, 509)
edict-signature: LIC. DANIEL QUEZADA GUZMAN. (385, 1738, 556, 1749)
edict-474-2020 (1524, 578, 1841, 1932)
promo-heading-line: Sección edictos, (1582, 271, 1783, 305)
edict-intro: AL MARGEN UN SELLO CON EL ESCUDO NACIONAL QUE DICE ESTADOS UNIDOS MEXICANOS, MÉXICO, TRIBUNAL SUPERIOR DE JUSTICIA DE LA CIUDAD DE MÉXICO, JUZGADO TRIGÉSIMO NOVENO DE LO CIVIL, SECRETARÍA: “B”, EXP: 1132/2018 (856, 1387, 1447, 1423)
header-divider (208, 87, 211, 137)
